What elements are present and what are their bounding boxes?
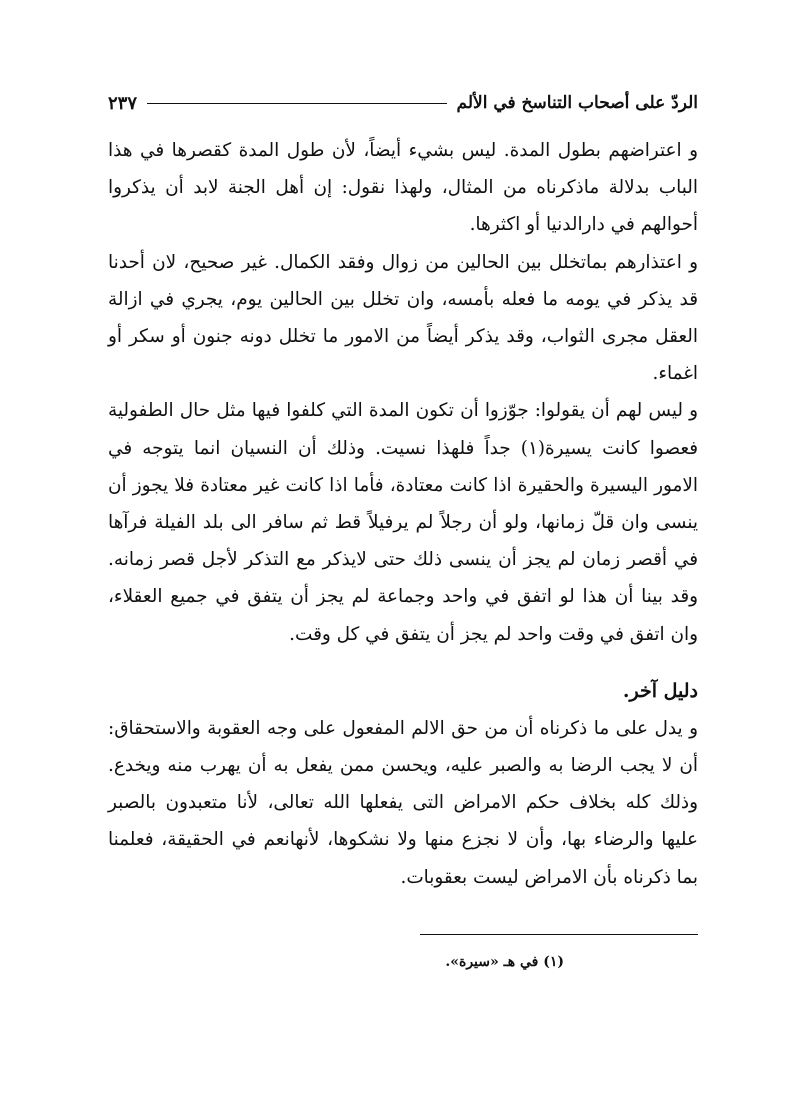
footnote-rule — [420, 934, 698, 935]
running-header — [108, 86, 698, 120]
book-page — [108, 86, 698, 973]
page-number: ٢٣٧ — [108, 92, 138, 114]
section-heading: دليل آخر. — [622, 679, 698, 702]
running-title: الردّ على أصحاب التناسخ في الألم — [456, 93, 698, 113]
paragraph-3: و ليس لهم أن يقولوا: جوّزوا أن تكون المدة التي كلفوا فيها مثل حال الطفولية فعصوا كانت يسيرة(١) جداً فلهذا نسيت. وذلك أن النسيان انما يتوجه في الامور اليسيرة والحقيرة اذا كانت معتادة، فأما اذا كانت غير معتادة فلا يجوز أن ينسى وان قلّ زمانها، ولو أن رجلاً لم يرفيلاً قط ثم سافر الى بلد الفيلة فرآها في أقصر زمان لم يجز أن ينسى ذلك حتى لايذكر مع التذكر لأجل قصر زمانه. وقد بينا أن هذا لو اتفق في واحد وجماعة لم يجز أن يتفق في جميع العقلاء، وان اتفق في وقت واحد لم يجز أن يتفق في كل وقت. — [108, 400, 698, 645]
paragraph-2: و اعتذارهم بماتخلل بين الحالين من زوال وفقد الكمال. غير صحيح، لان أحدنا قد يذكر في يومه ما فعله بأمسه، وان تخلل بين الحالين يوم، يجري في ازالة العقل مجرى الثواب، وقد يذكر أيضاً من الامور ما تخلل دونه جنون أو سكر أو اغماء. — [108, 251, 698, 385]
paragraph-1: و اعتراضهم بطول المدة. ليس بشيء أيضاً، لأن طول المدة كقصرها في هذا الباب بدلالة ماذكرناه من المثال، ولهذا نقول: إن أهل الجنة لابد أن يذكروا أحوالهم في دارالدنيا أو اكثرها. — [108, 140, 698, 236]
footnote: (١) في هـ «سيرة». — [445, 953, 564, 970]
main-text — [108, 132, 698, 896]
header-rule — [147, 103, 447, 104]
section-paragraph-1: و يدل على ما ذكرناه أن من حق الالم المفعول على وجه العقوبة والاستحقاق: أن لا يجب الرضا به والصبر عليه، ويحسن ممن يفعل به أن يهرب منه ويخدع. وذلك كله بخلاف حكم الامراض التى يفعلها الله تعالى، لأنا متعبدون بالصبر عليها والرضاء بها، وأن لا نجزع منها ولا نشكوها، لأنهانعم في الحقيقة، فعلمنا بما ذكرناه بأن الامراض ليست بعقوبات. — [108, 717, 698, 888]
